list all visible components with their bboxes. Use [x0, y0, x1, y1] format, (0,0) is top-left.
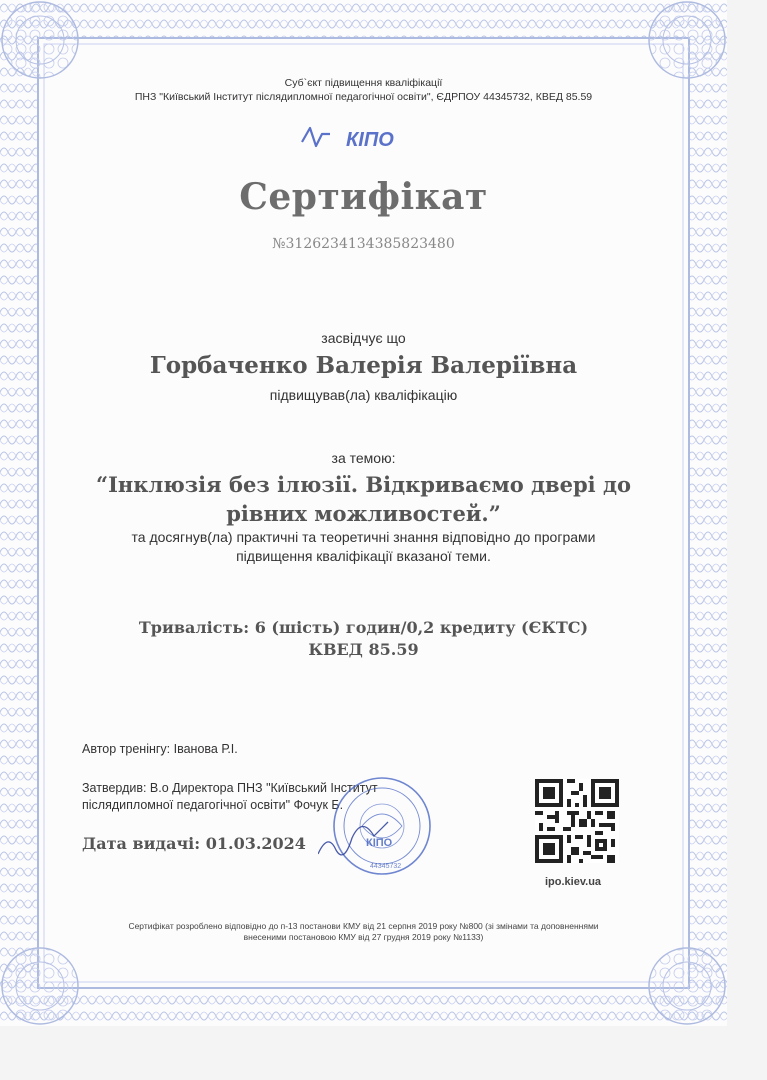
certifies-label: засвідчує що [321, 330, 406, 346]
legal-footnote [0, 921, 727, 943]
topic-label: за темою: [331, 450, 396, 466]
approved-line-1: Затвердив: В.о Директора ПНЗ "Київський Інститут [82, 781, 378, 795]
qr-code[interactable] [535, 779, 619, 863]
corner-rosette-top-right [649, 2, 725, 78]
topic-line-1: “Інклюзія без ілюзії. Відкриваємо двері до [96, 472, 631, 497]
achieved-line-1: та досягнув(ла) практичні та теоретичні знання відповідно до програми [131, 529, 596, 545]
issue-date: Дата видачі: 01.03.2024 [82, 834, 306, 853]
issuer-block [0, 76, 727, 104]
duration-block [0, 617, 727, 661]
topic-line-2: рівних можливостей.” [226, 501, 501, 526]
topic-title [0, 470, 727, 528]
recipient-name: Горбаченко Валерія Валеріївна [149, 352, 578, 379]
stamp-bottom-text: 44345732 [370, 863, 402, 870]
official-stamp [318, 772, 444, 882]
achieved-line-2: підвищення кваліфікації вказаної теми. [236, 548, 491, 564]
improved-label: підвищував(ла) кваліфікацію [269, 387, 458, 403]
footnote-line-2: внесеними постановою КМУ від 27 грудня 2019 року №1133) [243, 932, 484, 942]
kved-text: КВЕД 85.59 [308, 640, 419, 659]
certificate-title: Сертифікат [239, 176, 488, 218]
qr-site-url[interactable]: ipo.kiev.ua [545, 876, 602, 888]
issuer-line-2: ПНЗ "Київський Інститут післядипломної педагогічної освіти", ЄДРПОУ 44345732, КВЕД 85.59 [134, 91, 593, 103]
corner-rosette-bottom-left [2, 948, 78, 1024]
achievement-text [0, 528, 727, 566]
approved-line-2: післядипломної педагогічної освіти" Фочук Б. [82, 798, 344, 812]
corner-rosette-bottom-right [649, 948, 725, 1024]
issuer-line-1: Суб`єкт підвищення кваліфікації [284, 77, 443, 89]
corner-rosette-top-left [2, 2, 78, 78]
stamp-center-text: КІПО [366, 837, 393, 849]
training-author: Автор тренінгу: Іванова Р.І. [82, 742, 238, 756]
certificate-number: №3126234134385823480 [272, 236, 455, 252]
logo-text: КІПО [346, 129, 394, 151]
duration-text: Тривалість: 6 (шість) годин/0,2 кредиту (ЄКТС) [138, 618, 589, 637]
footnote-line-1: Сертифікат розроблено відповідно до п-13 постанови КМУ від 21 серпня 2019 року №800 (зі змінами та доповненнями [128, 921, 599, 931]
kipo-logo [300, 124, 420, 152]
